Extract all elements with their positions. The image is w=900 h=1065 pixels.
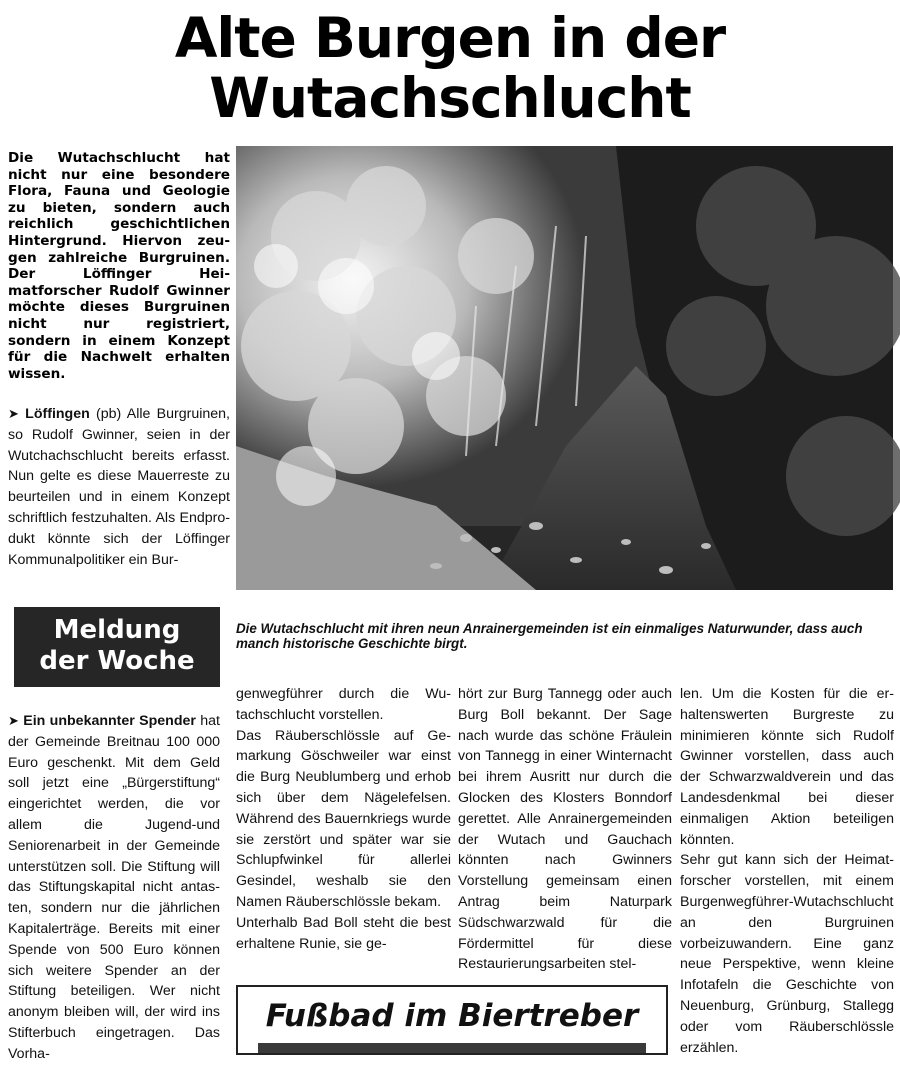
headline [0, 8, 900, 128]
intro-text: (pb) Alle Burgruinen, so Rudolf Gwinner, seien in der Wutchachschlucht bereits erfasst. Nun gelte es diese Mauerreste zu beurteilen und in einem Konzept schriftlich festzuhalten. Als Endprodukt könnte sich der Löffinger Kommunalpolitiker ein Bur- [8, 406, 230, 568]
article-column-3 [458, 684, 672, 975]
dateline-place: Löffingen [25, 406, 90, 422]
fussbad-article-box [236, 985, 668, 1055]
meldung-text [8, 711, 220, 1065]
river-gorge-illustration [236, 146, 893, 590]
headline-line-2: Wutachschlucht [209, 66, 691, 130]
article-paragraph: Unterhalb Bad Boll steht die best erhaltene Runie, sie ge- [236, 914, 451, 952]
meldung-der-woche-box [14, 607, 220, 687]
meldung-lead: Ein unbekannter Spender [23, 713, 196, 729]
article-paragraph: Sehr gut kann sich der Heimatforscher vorstellen, mit einem Burgenwegführer-Wutachschlucht an den Burgruinen vorbeizuwandern. Eine ganz neue Perspektive, wenn kleine Infotafeln die Geschichte von Neuenburg, Grünburg, Stallegg oder vom Räuberschlössle erzählen. [680, 852, 894, 1056]
teaser-paragraph: Die Wutachschlucht hat nicht nur eine besondere Flora, Fauna und Geologie zu bieten, sondern auch reichlich geschichtlichen Hintergrund. Hiervon zeugen zahlreiche Burgruinen. Der Löffinger Heimatforscher Rudolf Gwinner möchte dieses Burgruinen nicht nur registriert, sondern in einem Konzept für die Nachwelt erhalten wissen. [8, 150, 230, 382]
article-paragraph: len. Um die Kosten für die erhaltenswerten Burgreste zu minimieren könnte sich Rudolf Gwinner vorstellen, dass auch der Schwarzwaldverein und das Landesdenkmal bei dieser einmaligen Aktion beteiligen könnten. [680, 686, 894, 848]
meldung-title-line-2: der Woche [39, 646, 195, 676]
headline-line-1: Alte Burgen in der [174, 6, 726, 70]
fussbad-title: Fußbad im Biertreber [265, 998, 639, 1034]
article-column-2 [236, 684, 451, 954]
article-paragraph: Das Räuberschlössle auf Gemarkung Göschweiler war einst die Burg Neublumberg und erhob sich über dem Nägelefelsen. Während des Bauernkriegs wurde sie zerstört und später war sie Schlupfwinkel für allerlei Gesindel, weshalb sie den Namen Räuberschlössle bekam. [236, 727, 451, 910]
meldung-body: hat der Gemeinde Breitnau 100 000 Euro geschenkt. Mit dem Geld soll jetzt eine „Bürgerstiftung“ eingerichtet werden, die vor allem die Jugend-und Seniorenarbeit in der Gemeinde unterstützen soll. Die Stiftung will das Stiftungskapital nicht antasten, sondern nur die jährlichen Kapitalerträge. Bereits mit einer Spende von 500 Euro können sich weitere Spender an der Stiftung beteiligen. Wer nicht anonym bleiben will, der wird ins Stifterbuch eingetragen. Das Vorha- [8, 713, 221, 1062]
article-paragraph: genwegführer durch die Wutachschlucht vorstellen. [236, 686, 451, 723]
arrow-icon: ➤ [8, 406, 19, 421]
arrow-icon: ➤ [8, 713, 19, 728]
article-column-4 [680, 684, 894, 1058]
photo-caption: Die Wutachschlucht mit ihren neun Anrainergemeinden ist ein einmaliges Naturwunder, dass auch manch historische Geschichte birgt. [236, 621, 863, 651]
meldung-title-line-1: Meldung [53, 615, 181, 645]
river-gorge-photo [236, 146, 893, 590]
fussbad-photo-strip [258, 1043, 646, 1053]
intro-paragraph [8, 404, 230, 570]
article-paragraph: hört zur Burg Tannegg oder auch Burg Boll bekannt. Der Sage nach wurde das schöne Fräulein von Tannegg in einer Winternacht bei ihrem Ausritt nur durch die Glocken des Klosters Bonndorf gerettet. Alle Anrainergemeinden der Wutach und Gauchach könnten nach Gwinners Vorstellung gemeinsam einen Antrag beim Naturpark Südschwarzwald für die Fördermittel für diese Restaurierungsarbeiten stel- [458, 686, 672, 973]
